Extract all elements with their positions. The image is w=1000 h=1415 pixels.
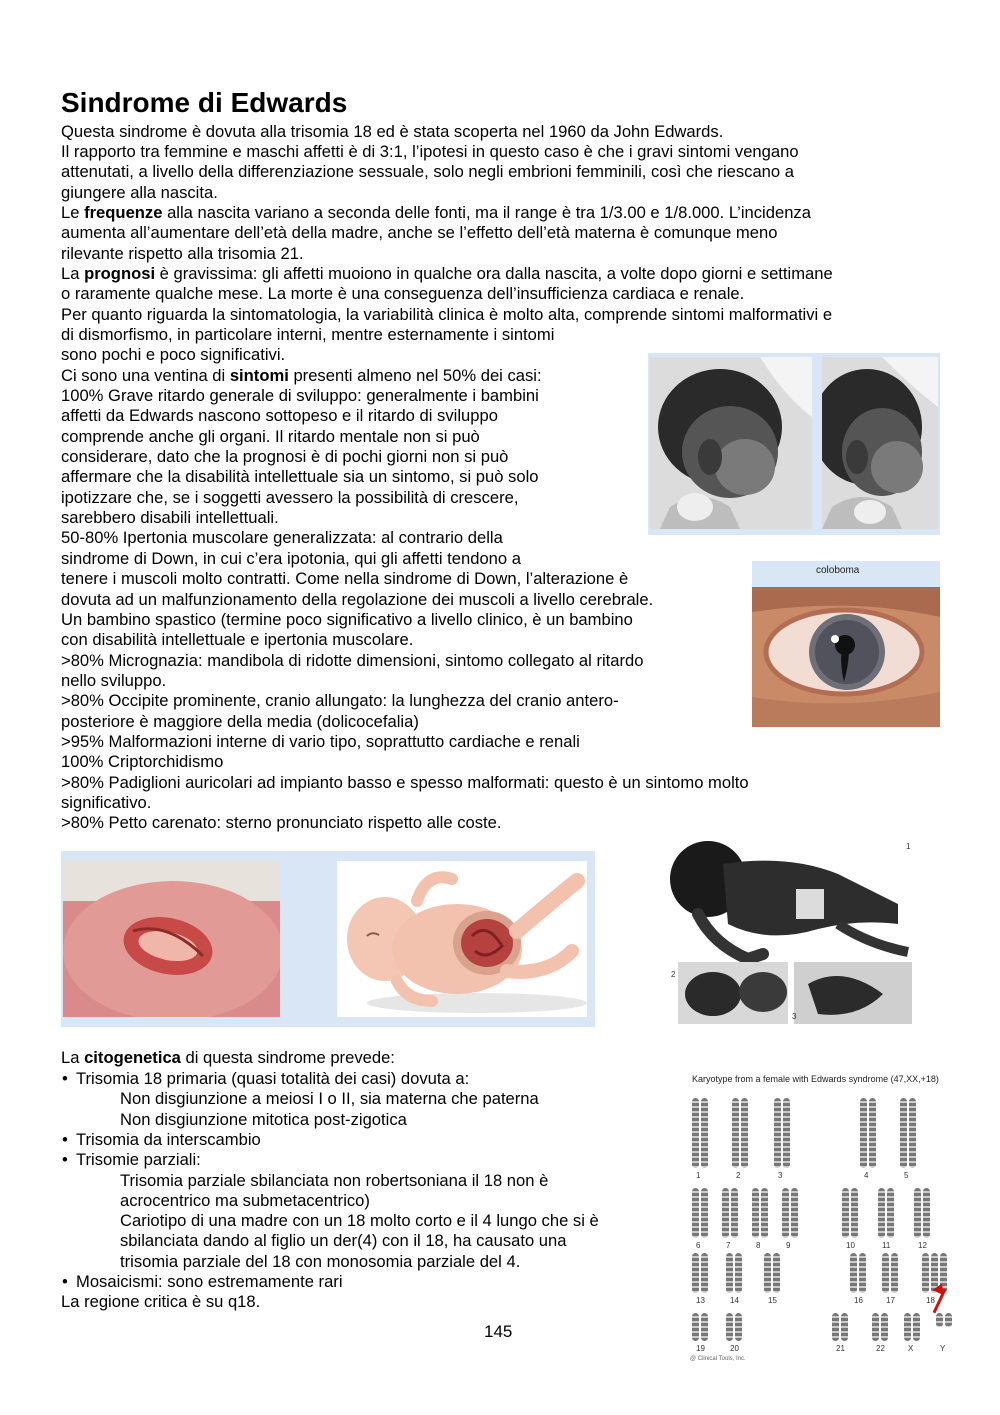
bullet-item xyxy=(62,1150,201,1170)
list-item-text: Trisomia da interscambio xyxy=(76,1129,261,1149)
page-title: Sindrome di Edwards xyxy=(61,87,348,118)
coloboma-figure xyxy=(752,561,940,727)
bullet-item xyxy=(62,1272,343,1292)
chromosome xyxy=(882,1253,889,1293)
symptomatology-line: Per quanto riguarda la sintomatologia, la variabilità clinica è molto alta, comprende sintomi malformativi e xyxy=(61,305,833,324)
chromosome-number: 8 xyxy=(756,1241,761,1250)
cytogenetics-term: citogenetica xyxy=(84,1048,181,1067)
list-item-text: Trisomie parziali: xyxy=(76,1150,201,1170)
symptom-line: >95% Malformazioni interne di vario tipo, soprattutto cardiache e renali xyxy=(61,731,580,751)
symptom-line: considerare, dato che la prognosi è di pochi giorni non si può xyxy=(61,447,509,467)
chromosome-number: 17 xyxy=(886,1296,895,1305)
karyotype-credit: @ Clinical Tools, Inc. xyxy=(690,1356,746,1362)
chromosome-number: 7 xyxy=(726,1241,731,1250)
symptoms-term: sintomi xyxy=(229,366,289,385)
chromosome xyxy=(878,1188,885,1238)
chromosome-number: 12 xyxy=(918,1241,927,1250)
chromosome xyxy=(782,1188,789,1238)
symptom-line: >80% Micrognazia: mandibola di ridotte dimensioni, sintomo collegato al ritardo xyxy=(61,650,644,670)
chromosome xyxy=(900,1098,907,1168)
symptom-line: nello sviluppo. xyxy=(61,670,167,690)
list-item-text: Trisomia 18 primaria (quasi totalità dei casi) dovuta a: xyxy=(76,1069,470,1088)
prognosis-line: o raramente qualche mese. La morte è una conseguenza dell’insufficienza cardiaca e renale. xyxy=(61,284,745,303)
chromosome-number: 21 xyxy=(836,1344,845,1353)
infant-body-photos xyxy=(668,834,912,1024)
chromosome xyxy=(692,1098,699,1168)
symptom-line: 100% Grave ritardo generale di sviluppo: generalmente i bambini xyxy=(61,386,539,405)
list-item-text: acrocentrico ma submetacentrico) xyxy=(120,1190,370,1210)
intro-line: giungere alla nascita. xyxy=(61,183,218,202)
figure-label: 1 xyxy=(906,842,911,851)
prognosis-term: prognosi xyxy=(84,264,156,283)
omphalocele-figure xyxy=(61,851,595,1027)
chromosome xyxy=(887,1188,894,1238)
symptom-line: 50-80% Ipertonia muscolare generalizzata: al contrario della xyxy=(61,528,503,548)
symptom-line: significativo. xyxy=(61,793,152,812)
symptom-line: tenere i muscoli molto contratti. Come nella sindrome di Down, l’alterazione è xyxy=(61,569,629,589)
chromosome xyxy=(936,1313,943,1327)
symptom-line: ipotizzare che, se i soggetti avessero la possibilità di crescere, xyxy=(61,487,519,507)
chromosome xyxy=(872,1313,879,1341)
chromosome xyxy=(774,1098,781,1168)
chromosome xyxy=(722,1188,729,1238)
chromosome xyxy=(701,1098,708,1168)
chromosome-number: 18 xyxy=(926,1296,935,1305)
karyotype-title: Karyotype from a female with Edwards syndrome (47,XX,+18) xyxy=(692,1074,939,1084)
chromosome-number: 2 xyxy=(736,1171,741,1180)
chromosome-number: 1 xyxy=(696,1171,701,1180)
chromosome xyxy=(735,1313,742,1341)
chromosome xyxy=(791,1188,798,1238)
infant-photo-left xyxy=(650,357,812,529)
chromosome xyxy=(741,1098,748,1168)
chromosome-number: 5 xyxy=(904,1171,909,1180)
chromosome xyxy=(726,1313,733,1341)
bullet-item xyxy=(62,1130,261,1150)
chromosome xyxy=(914,1188,921,1238)
chromosome xyxy=(851,1188,858,1238)
chromosome-number: X xyxy=(908,1344,914,1353)
symptom-line: comprende anche gli organi. Il ritardo mentale non si può xyxy=(61,426,480,446)
chromosome xyxy=(923,1188,930,1238)
chromosome xyxy=(842,1188,849,1238)
symptom-line: sindrome di Down, in cui c’era ipotonia, qui gli affetti tendono a xyxy=(61,548,521,568)
chromosome-number: 20 xyxy=(730,1344,739,1353)
chromosome xyxy=(692,1188,699,1238)
cytogenetics-intro: La citogenetica di questa sindrome prevede: xyxy=(61,1048,395,1067)
chromosome xyxy=(761,1188,768,1238)
frequency-line: Le frequenze alla nascita variano a seconda delle fonti, ma il range è tra 1/3.00 e 1/8.000. L’incidenza xyxy=(61,203,811,222)
chromosome xyxy=(869,1098,876,1168)
figure-label: 3 xyxy=(792,1012,797,1021)
intro-line: Questa sindrome è dovuta alla trisomia 18 ed è stata scoperta nel 1960 da John Edwards. xyxy=(61,122,724,141)
chromosome-number: 16 xyxy=(854,1296,863,1305)
list-text xyxy=(120,1231,566,1251)
chromosome xyxy=(891,1253,898,1293)
list-text xyxy=(120,1252,520,1272)
list-text xyxy=(120,1191,370,1211)
list-item-text: trisomia parziale del 18 con monosomia parziale del 4. xyxy=(120,1251,521,1271)
list-item-text: sbilanciata dando al figlio un der(4) con il 18, ha causato una xyxy=(120,1231,567,1251)
bullet-icon: • xyxy=(62,1150,68,1170)
list-text xyxy=(120,1110,407,1130)
chromosome xyxy=(922,1253,929,1293)
chromosome-number: 15 xyxy=(768,1296,777,1305)
bullet-icon: • xyxy=(62,1272,68,1291)
chromosome-number: 10 xyxy=(846,1241,855,1250)
chromosome xyxy=(904,1313,911,1341)
chromosome xyxy=(701,1313,708,1341)
frequency-line: aumenta all’aumentare dell’età della madre, anche se l’effetto dell’età materna è comunque meno xyxy=(61,223,778,242)
chromosome-number: 3 xyxy=(778,1171,783,1180)
chromosome xyxy=(752,1188,759,1238)
list-text xyxy=(120,1211,599,1231)
chromosome xyxy=(859,1253,866,1293)
list-item-text: Non disgiunzione mitotica post-zigotica xyxy=(120,1109,407,1129)
chromosome xyxy=(735,1253,742,1293)
eye-photo xyxy=(752,587,940,727)
list-item-text: Non disgiunzione a meiosi I o II, sia materna che paterna xyxy=(120,1089,539,1109)
chromosome xyxy=(773,1253,780,1293)
chromosome-number: 11 xyxy=(882,1241,891,1250)
chromosome xyxy=(909,1098,916,1168)
symptom-line: Un bambino spastico (termine poco significativo a livello clinico, è un bambino xyxy=(61,609,633,629)
chromosome xyxy=(726,1253,733,1293)
symptom-line: >80% Petto carenato: sterno pronunciato rispetto alle coste. xyxy=(61,813,502,833)
chromosome xyxy=(832,1313,839,1341)
list-text xyxy=(61,1292,260,1312)
symptom-line: posteriore è maggiore della media (dolicocefalia) xyxy=(61,711,419,731)
symptom-line: affetti da Edwards nascono sottopeso e il ritardo di sviluppo xyxy=(61,406,498,426)
wound-photo xyxy=(63,861,280,1017)
chromosome xyxy=(841,1313,848,1341)
chromosome-number: Y xyxy=(940,1344,946,1353)
list-item-text: Cariotipo di una madre con un 18 molto corto e il 4 lungo che si è xyxy=(120,1211,599,1231)
chromosome xyxy=(701,1188,708,1238)
chromosome-number: 14 xyxy=(730,1296,739,1305)
chromosome xyxy=(731,1188,738,1238)
symptom-line: sarebbero disabili intellettuali. xyxy=(61,508,279,528)
chromosome xyxy=(850,1253,857,1293)
symptom-line: >80% Padiglioni auricolari ad impianto basso e spesso malformati: questo è un sintomo molto xyxy=(61,772,749,792)
bullet-item xyxy=(62,1069,469,1089)
chromosome xyxy=(881,1313,888,1341)
prognosis-line: La prognosi è gravissima: gli affetti muoiono in qualche ora dalla nascita, a volte dopo giorni e settimane xyxy=(61,264,833,283)
infant-profile-photos xyxy=(648,353,940,535)
intro-line: Il rapporto tra femmine e maschi affetti è di 3:1, l’ipotesi in questo caso è che i gravi sintomi vengano xyxy=(61,142,799,161)
symptoms-intro: Ci sono una ventina di sintomi presenti almeno nel 50% dei casi: xyxy=(61,366,542,385)
frequency-line: rilevante rispetto alla trisomia 21. xyxy=(61,244,304,263)
baby-illustration xyxy=(337,861,587,1017)
list-text xyxy=(120,1089,539,1109)
figure-label: 2 xyxy=(671,970,676,979)
chromosome xyxy=(692,1313,699,1341)
chromosome xyxy=(783,1098,790,1168)
symptom-line: >80% Occipite prominente, cranio allungato: la lunghezza del cranio antero- xyxy=(61,691,619,711)
chromosome-number: 4 xyxy=(864,1171,869,1180)
chromosome-number: 22 xyxy=(876,1344,885,1353)
symptomatology-line: sono pochi e poco significativi. xyxy=(61,345,286,364)
bullet-icon: • xyxy=(62,1069,68,1088)
infant-photo-right xyxy=(822,357,938,529)
chromosome-number: 9 xyxy=(786,1241,791,1250)
list-item-text: La regione critica è su q18. xyxy=(61,1292,261,1312)
chromosome-number: 6 xyxy=(696,1241,701,1250)
frequency-term: frequenze xyxy=(84,203,163,222)
coloboma-caption: coloboma xyxy=(816,565,860,576)
symptom-line: affermare che la disabilità intellettuale sia un sintomo, si può solo xyxy=(61,467,539,487)
list-item-text: Trisomia parziale sbilanciata non robertsoniana il 18 non è xyxy=(120,1170,549,1190)
symptom-line: con disabilità intellettuale e ipertonia muscolare. xyxy=(61,630,414,650)
chromosome-number: 19 xyxy=(696,1344,705,1353)
chromosome xyxy=(913,1313,920,1341)
page-number: 145 xyxy=(484,1322,513,1341)
list-text xyxy=(120,1171,548,1191)
chromosome xyxy=(732,1098,739,1168)
chromosome xyxy=(945,1313,952,1327)
symptomatology-line: di dismorfismo, in particolare interni, mentre esternamente i sintomi xyxy=(61,325,555,344)
chromosome xyxy=(692,1253,699,1293)
list-item-text: Mosaicismi: sono estremamente rari xyxy=(76,1272,343,1291)
chromosome xyxy=(701,1253,708,1293)
chromosome-number: 13 xyxy=(696,1296,705,1305)
chromosome xyxy=(764,1253,771,1293)
intro-line: attenutati, a livello della differenziazione sessuale, solo negli embrioni femminili, così che riescano a xyxy=(61,162,794,181)
chromosome xyxy=(860,1098,867,1168)
karyotype-figure xyxy=(682,1068,958,1368)
symptom-line: dovuta ad un malfunzionamento della regolazione dei muscoli a livello cerebrale. xyxy=(61,589,654,609)
symptom-line: 100% Criptorchidismo xyxy=(61,752,224,772)
bullet-icon: • xyxy=(62,1129,68,1149)
